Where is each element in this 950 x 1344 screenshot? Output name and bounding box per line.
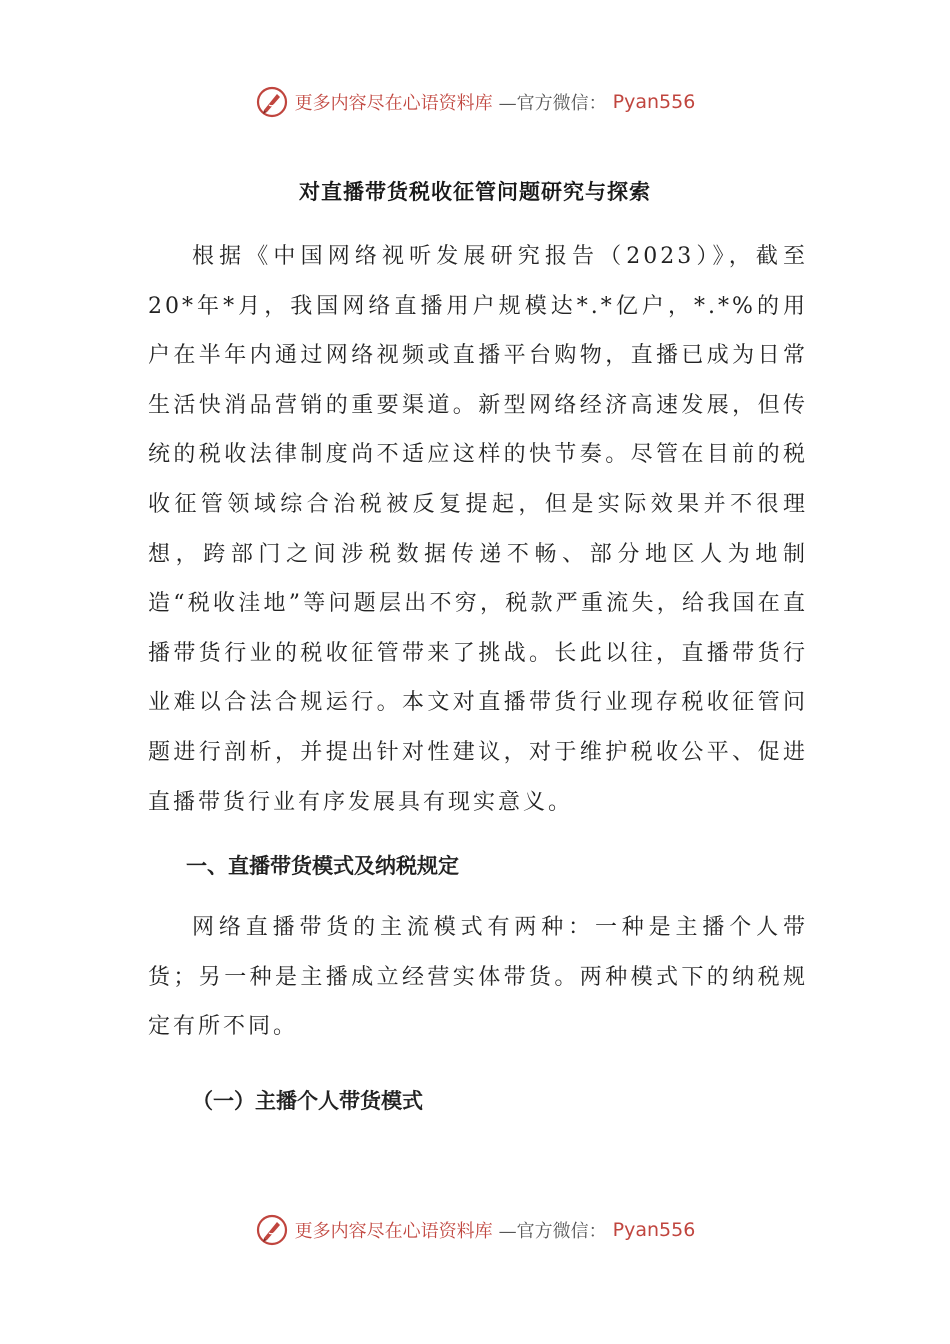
- footer-wechat-label: —官方微信：: [498, 1221, 607, 1242]
- section-1-paragraph: 网络直播带货的主流模式有两种：一种是主播个人带货；另一种是主播成立经营实体带货。两种模式下的纳税规定有所不同。: [148, 915, 808, 1040]
- banner-wechat-id: Pyan556: [612, 91, 696, 113]
- header-banner: [0, 82, 950, 122]
- pen-logo-icon: [255, 1213, 289, 1247]
- document-body: [148, 232, 808, 1128]
- footer-banner: [0, 1210, 950, 1250]
- document-title: 对直播带货税收征管问题研究与探索: [299, 179, 651, 204]
- subsection-heading-1: （一）主播个人带货模式: [192, 1087, 423, 1113]
- banner-wechat-label: —官方微信：: [498, 93, 607, 114]
- pen-logo-icon: [255, 85, 289, 119]
- footer-slogan: 更多内容尽在心语资料库: [294, 1221, 493, 1242]
- section-heading-1: 一、直播带货模式及纳税规定: [186, 853, 459, 879]
- banner-slogan: 更多内容尽在心语资料库: [294, 93, 493, 114]
- intro-paragraph: 根据《中国网络视听发展研究报告（2023）》，截至20*年*月，我国网络直播用户规模达*.*亿户，*.*%的用户在半年内通过网络视频或直播平台购物，直播已成为日常生活快消品营销的重要渠道。新型网络经济高速发展，但传统的税收法律制度尚不适应这样的快节奏。尽管在目前的税收征管领域综合治税被反复提起，但是实际效果并不很理想，跨部门之间涉税数据传递不畅、部分地区人为地制造“税收洼地”等问题层出不穷，税款严重流失，给我国在直播带货行业的税收征管带来了挑战。长此以往，直播带货行业难以合法合规运行。本文对直播带货行业现存税收征管问题进行剖析，并提出针对性建议，对于维护税收公平、促进直播带货行业有序发展具有现实意义。: [148, 244, 808, 815]
- footer-wechat-id: Pyan556: [612, 1219, 696, 1241]
